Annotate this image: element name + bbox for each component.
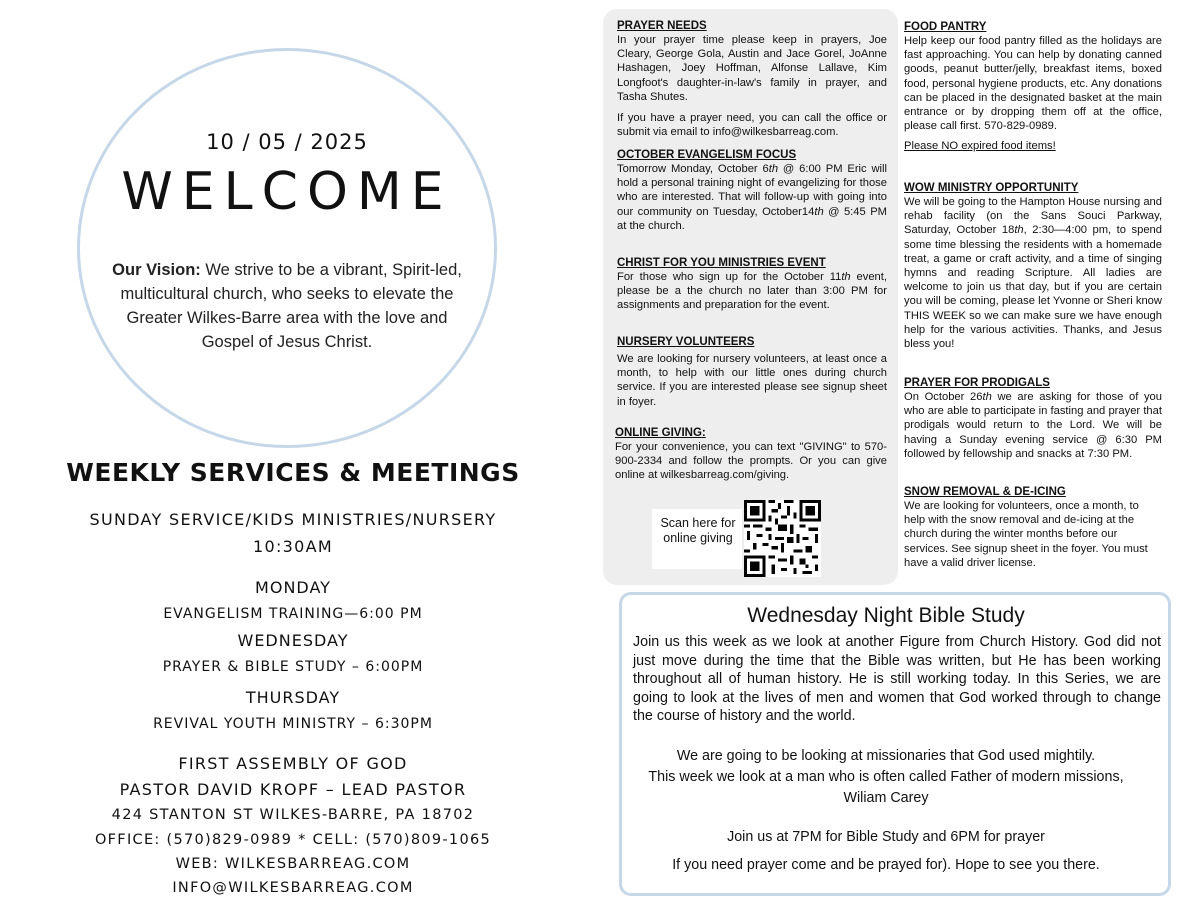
- wednesday-study-line2: This week we look at a man who is often called Father of modern missions,: [648, 769, 1124, 785]
- services-heading: WEEKLY SERVICES & MEETINGS: [66, 458, 520, 487]
- web-label: WEB:: [175, 856, 220, 872]
- monday-label: MONDAY: [255, 578, 331, 597]
- bulletin-date: 10 / 05 / 2025: [206, 130, 368, 154]
- pastor-line: PASTOR DAVID KROPF – LEAD PASTOR: [119, 780, 467, 799]
- qr-label: Scan here for online giving: [660, 516, 736, 545]
- food-pantry-body: Help keep our food pantry filled as the holidays are fast approaching. You can help by donating canned goods, peanut butter/jelly, breakfast items, boxed food, personal hygiene products, etc. Any donations can be placed in the designated basket at the main entrance or by dropping them off at the office, please call first. 570-829-0989.: [904, 35, 1162, 133]
- church-address: 424 STANTON ST WILKES-BARRE, PA 18702: [111, 807, 475, 823]
- snow-body: We are looking for volunteers, once a month, to help with the snow removal and de-icing at the church during the winter months before our services. See signup sheet in the foyer. You must have a valid driver license.: [904, 500, 1148, 569]
- office-phone[interactable]: (570)829-0989 *: [160, 832, 313, 848]
- prodigals-heading: PRAYER FOR PRODIGALS: [904, 377, 1050, 389]
- closing-rest: ). Hope to see you there.: [942, 857, 1100, 873]
- wednesday-study-join: Join us at 7PM for Bible Study and 6PM for prayer: [727, 829, 1045, 845]
- christ-for-you-section: [617, 256, 887, 313]
- vision-statement: [100, 258, 474, 354]
- monday-event: EVANGELISM TRAINING—6:00 PM: [163, 606, 423, 622]
- office-label: OFFICE:: [94, 832, 161, 848]
- vision-label: Our Vision:: [112, 261, 201, 279]
- sunday-time: 10:30AM: [253, 537, 333, 556]
- wednesday-study-body: Join us this week as we look at another Figure from Church History. God did not just move during the time that the Bible was written, but He has been working throughout all of human history. He is still working today. In this Series, we are going to look at the lives of men and women that God worked through to change the course of history and the world.: [633, 634, 1161, 724]
- wednesday-label: WEDNESDAY: [237, 631, 349, 650]
- snow-heading: SNOW REMOVAL & DE-ICING: [904, 486, 1066, 498]
- email-link[interactable]: INFO@WILKESBARREAG.COM: [172, 880, 414, 896]
- qr-code-icon[interactable]: [744, 500, 821, 577]
- wednesday-study-line1: We are going to be looking at missionaries that God used mightily.: [676, 748, 1096, 764]
- nursery-body: We are looking for nursery volunteers, at least once a month, to help with our little ones during church service. If you are interested please see signup sheet in foyer.: [617, 353, 887, 408]
- cell-phone[interactable]: (570)809-1065: [359, 832, 492, 848]
- church-name: FIRST ASSEMBLY OF GOD: [178, 754, 408, 773]
- nursery-heading: NURSERY VOLUNTEERS: [617, 336, 755, 348]
- snow-section: [904, 485, 1162, 570]
- welcome-circle: [77, 48, 497, 448]
- food-pantry-section: [904, 20, 1162, 154]
- food-pantry-heading: FOOD PANTRY: [904, 21, 987, 33]
- thursday-label: THURSDAY: [245, 688, 341, 707]
- online-giving-heading: ONLINE GIVING:: [615, 427, 706, 439]
- wednesday-study-line3: Wiliam Carey: [843, 790, 929, 806]
- evangelism-section: [617, 148, 887, 233]
- sunday-service: SUNDAY SERVICE/KIDS MINISTRIES/NURSERY: [89, 510, 497, 529]
- nursery-section: [617, 335, 887, 409]
- vision-text: We strive to be a vibrant, Spirit-led, multicultural church, who seeks to elevate the Greater Wilkes-Barre area with the love and Gospel of Jesus Christ.: [120, 261, 462, 351]
- prodigals-section: [904, 376, 1162, 461]
- christ-for-you-body: For those who sign up for the October 11th event, please be a the church no later than 3:00 PM for assignments and preparation for the event.: [617, 271, 887, 312]
- prayer-needs-contact: If you have a prayer need, you can call the office or submit via email to info@wilkesbarreag.com.: [617, 112, 887, 139]
- online-giving-section: [615, 426, 887, 483]
- web-link[interactable]: WILKESBARREAG.COM: [219, 856, 411, 872]
- cell-label: CELL:: [312, 832, 360, 848]
- web-line: [40, 856, 546, 872]
- prodigals-body: On October 26th we are asking for those of you who are able to participate in fasting and prayer that prodigals would return to the Lord. We will be having a Sunday evening service @ 6:30 PM followed by fellowship and snacks at 7:30 PM.: [904, 391, 1163, 460]
- wednesday-event: PRAYER & BIBLE STUDY – 6:00PM: [162, 659, 424, 675]
- phone-line: [40, 832, 546, 848]
- evangelism-heading: OCTOBER EVANGELISM FOCUS: [617, 149, 797, 161]
- prayer-needs-body: In your prayer time please keep in prayers, Joe Cleary, George Gola, Austin and Jace Gorel, JoAnne Hashagen, Joey Hoffman, Alfonse Lallave, Kim Longfoot's daughter-in-law's family in prayer, and Tasha Shutes.: [617, 34, 887, 103]
- online-giving-body: For your convenience, you can text "GIVING" to 570-900-2334 and follow the prompts. Or you can give online at wilkesbarreag.com/giving.: [615, 441, 887, 482]
- prayer-needs-heading: PRAYER NEEDS: [617, 20, 707, 32]
- welcome-title: WELCOME: [121, 162, 453, 222]
- thursday-event: REVIVAL YOUTH MINISTRY – 6:30PM: [153, 716, 433, 732]
- evangelism-body: Tomorrow Monday, October 6th @ 6:00 PM Eric will hold a personal training night of evangelizing for those who are interested. That will follow-up with going into our community on Tuesday, October14th @ 5:45 PM at the church.: [617, 163, 887, 232]
- christ-for-you-heading: CHRIST FOR YOU MINISTRIES EVENT: [617, 257, 826, 269]
- wow-heading: WOW MINISTRY OPPORTUNITY: [904, 182, 1079, 194]
- closing-bold: If you need prayer come and be prayed for: [672, 857, 943, 873]
- wednesday-study-closing: [622, 855, 1150, 876]
- food-pantry-note: Please NO expired food items!: [904, 140, 1056, 153]
- wow-body: We will be going to the Hampton House nursing and rehab facility (on the Sans Souci Parkway, Saturday, October 18th, 2:30—4:00 pm, to spend some time blessing the residents with a homemade treat, a game or craft activity, and a time of singing hymns and reading Scripture. All ladies are welcome to join us that day, but if you are certain you will be coming, please let Yvonne or Sheri know THIS WEEK so we can make sure we have enough help for the various activities. Thanks, and Jesus bless you!: [904, 196, 1162, 351]
- wednesday-study-title: Wednesday Night Bible Study: [747, 604, 1025, 627]
- wow-section: [904, 181, 1162, 351]
- prayer-needs-section: [617, 19, 887, 139]
